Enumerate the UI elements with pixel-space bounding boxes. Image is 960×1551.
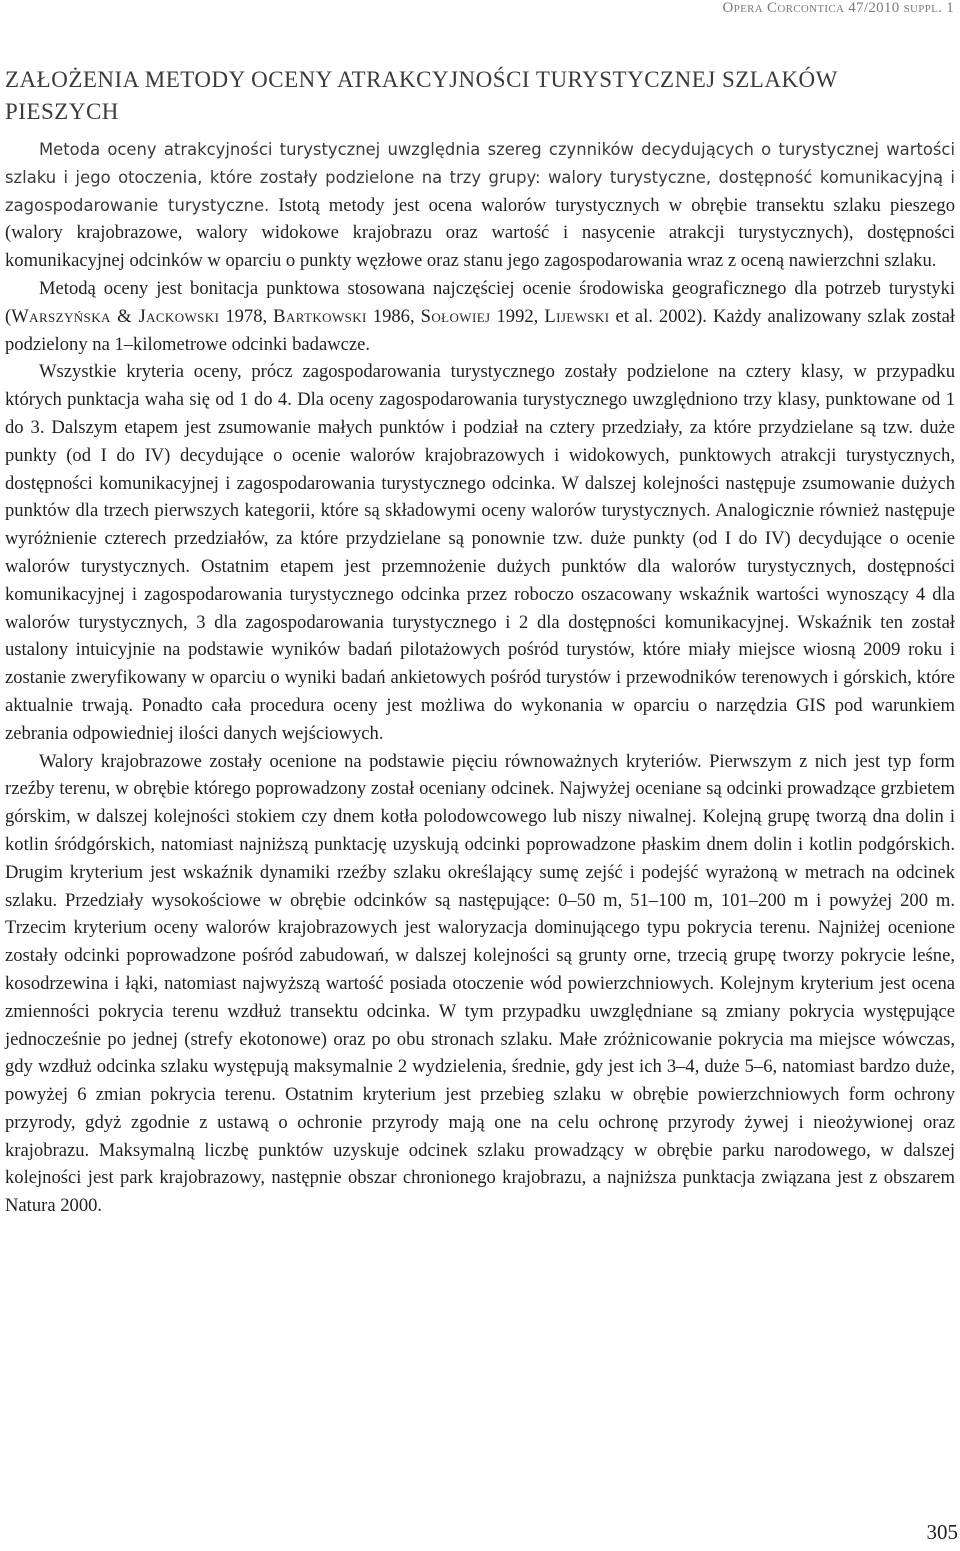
citation-author: Jackowski [138, 305, 220, 327]
citation-author: Warszyńska [11, 305, 111, 327]
citation-year: 1986, [366, 305, 421, 327]
page-number: 305 [926, 1520, 958, 1544]
paragraph-2 [5, 275, 955, 358]
citation-author: Lijewski [544, 305, 610, 327]
section-title: ZAŁOŻENIA METODY OCENY ATRAKCYJNOŚCI TURYSTYCZNEJ SZLAKÓW PIESZYCH [5, 67, 838, 124]
p2-text-b: et al. 2002). Każdy analizowany szlak został podzielony na 1–kilometrowe odcinki badawcze. [5, 305, 956, 355]
paragraph-1 [5, 136, 955, 275]
p2-text-a: Metodą oceny jest bonitacja punktowa stosowana najczęściej ocenie środowiska geograficznego dla potrzeb turystyki ( [5, 277, 955, 327]
citation-author: Bartkowski [273, 305, 367, 327]
article-body [5, 64, 955, 1220]
citation-ampersand: & [110, 305, 139, 327]
paragraph-4: Walory krajobrazowe zostały ocenione na podstawie pięciu równoważnych kryteriów. Pierwszym z nich jest typ form rzeźby terenu, w obrębie którego poprowadzony został oceniany odcinek. Najwyżej oceniane są odcinki prowadzące grzbietem górskim, w dalszej kolejności stokiem czy dnem kotła polodowcowego lub niszy niwalnej. Kolejną grupę tworzą dna dolin i kotlin śródgórskich, natomiast najniższą punktację uzyskują odcinki poprowadzone płaskim dnem dolin i kotlin podgórskich. Drugim kryterium jest wskaźnik dynamiki rzeźby szlaku określający sumę zejść i podejść wyrażoną w metrach na odcinek szlaku. Przedziały wysokościowe w obrębie odcinków są następujące: 0–50 m, 51–100 m, 101–200 m i powyżej 200 m. Trzecim kryterium oceny walorów krajobrazowych jest waloryzacja dominującego typu pokrycia terenu. Najniżej ocenione zostały odcinki poprowadzone pośród zabudowań, w dalszej kolejności są grunty orne, trzecią grupę tworzy pokrycie leśne, kosodrzewina i łąki, natomiast najwyższą wartość posiada otoczenie wód powierzchniowych. Kolejnym kryterium jest ocena zmienności pokrycia terenu wzdłuż transektu odcinka. W tym przypadku uwzględniane są zmiany pokrycia występujące jednocześnie po jednej (strefy ekotonowe) oraz po obu stronach szlaku. Małe zróżnicowanie pokrycia ma miejsce wówczas, gdy wzdłuż odcinka szlaku występują maksymalnie 2 wydzielenia, średnie, gdy jest ich 3–4, duże 5–6, natomiast bardzo duże, powyżej 6 zmian pokrycia terenu. Ostatnim kryterium jest przebieg szlaku w obrębie powierzchniowych form ochrony przyrody, gdyż zgodnie z ustawą o ochronie przyrody mają one na celu ochronę przyrody żywej i nieożywionej oraz krajobrazu. Maksymalną liczbę punktów uzyskuje odcinek szlaku prowadzący w obrębie parku narodowego, w dalszej kolejności jest park krajobrazowy, następnie obszar chronionego krajobrazu, a najniższa punktacja związana jest z obszarem Natura 2000. [5, 750, 955, 1217]
paragraph-1-intro: Metoda oceny atrakcyjności turystycznej uwzględnia szereg czynników decydujących o turystycznej wartości szlaku i jego otoczenia, które zostały podzielone na trzy grupy: walory turystyczne, dostępność komunikacyjną i zagospodarowanie turystyczne. [5, 140, 955, 215]
citation-author: Sołowiej [420, 305, 491, 327]
running-head: Opera Corcontica 47/2010 suppl. 1 [722, 0, 954, 16]
citation-year: 1992, [490, 305, 545, 327]
citation-year: 1978, [219, 305, 274, 327]
paragraph-1-rest: Istotą metody jest ocena walorów turystycznych w obrębie transektu szlaku pieszego (walory krajobrazowe, walory widokowe krajobrazu oraz wartość i nasycenie atrakcji turystycznych), dostępności komunikacyjnej odcinków w oparciu o punkty węzłowe oraz stanu jego zagospodarowania wraz z oceną nawierzchni szlaku. [5, 194, 956, 272]
paragraph-3: Wszystkie kryteria oceny, prócz zagospodarowania turystycznego zostały podzielone na cztery klasy, w przypadku których punktacja waha się od 1 do 4. Dla oceny zagospodarowania turystycznego uwzględniono trzy klasy, punktowane od 1 do 3. Dalszym etapem jest zsumowanie małych punktów i podział na cztery przedziały, za które przydzielane są tzw. duże punkty (od I do IV) decydujące o ocenie walorów krajobrazowych i widokowych, punktowych atrakcji turystycznych, dostępności komunikacyjnej i zagospodarowania turystycznego odcinka. W dalszej kolejności następuje zsumowanie dużych punktów dla trzech pierwszych kategorii, które są składowymi oceny walorów turystycznych. Analogicznie również następuje wyróżnienie czterech przedziałów, za które przydzielane są ponownie tzw. duże punkty (od I do IV) decydujące o ocenie walorów turystycznych. Ostatnim etapem jest przemnożenie dużych punktów dla walorów turystycznych, dostępności komunikacyjnej i zagospodarowania turystycznego odcinka przez roboczo oszacowany wskaźnik wartości wynoszący 4 dla walorów turystycznych, 3 dla zagospodarowania turystycznego i 2 dla dostępności komunikacyjnej. Wskaźnik ten został ustalony intuicyjnie na podstawie wyników badań pilotażowych pośród turystów, które miały miejsce wiosną 2009 roku i zostanie zweryfikowany w oparciu o wyniki badań ankietowych pośród turystów i przewodników terenowych i górskich, które aktualnie trwają. Ponadto cała procedura oceny jest możliwa do wykonania w oparciu o narzędzia GIS pod warunkiem zebrania odpowiedniej ilości danych wejściowych. [5, 361, 955, 744]
